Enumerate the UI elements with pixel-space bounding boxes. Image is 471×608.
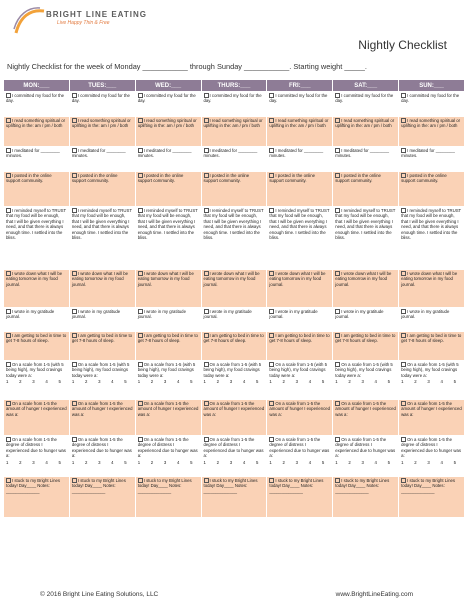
checklist-item-text: On a scale from 1-5 the degree of distress I experienced due to hunger was a: (335, 437, 396, 459)
checklist-cell[interactable] (333, 332, 399, 361)
checklist-cell[interactable] (135, 270, 201, 308)
checklist-cell[interactable] (267, 436, 333, 477)
checklist-item-text: I wrote down what I will be eating tomorrow in my food journal. (137, 271, 194, 287)
checklist-cell[interactable] (333, 147, 399, 172)
rating-option[interactable]: 5 (255, 379, 259, 385)
checklist-table (3, 79, 465, 518)
checklist-item-text: I committed my food for the day. (335, 93, 394, 104)
rating-option[interactable]: 4 (374, 379, 377, 385)
rating-option[interactable]: 2 (19, 379, 22, 385)
checklist-item-text: I wrote in my gratitude journal. (335, 309, 384, 320)
checklist-item-text: On a scale from 1-5 (with 5 being high), my food cravings today were a: (269, 362, 327, 378)
checklist-item-text: On a scale from 1-5 (with 5 being high), my food cravings today were a: (335, 362, 393, 378)
rating-option[interactable]: 1 (203, 379, 206, 385)
checklist-cell[interactable] (4, 117, 70, 147)
checklist-row (4, 172, 465, 207)
checklist-item-text: I reminded myself to TRUST that my food will be enough, that I will be given everything I need, and that there is always enough time. I settled into the bliss. (137, 208, 198, 241)
checklist-item-text: On a scale from 1-5 the amount of hunger I experienced was a: (335, 401, 396, 417)
checklist-cell[interactable] (69, 117, 135, 147)
checklist-cell[interactable] (267, 270, 333, 308)
checklist-cell[interactable] (201, 270, 267, 308)
checklist-item-text: I wrote down what I will be eating tomorrow in my food journal. (71, 271, 128, 287)
checklist-item-text: I wrote in my gratitude journal. (269, 309, 318, 320)
rating-scale (138, 379, 199, 384)
checklist-cell[interactable] (201, 361, 267, 400)
rating-option[interactable]: 1 (71, 459, 75, 465)
checklist-cell[interactable] (135, 117, 201, 147)
rating-option[interactable]: 3 (32, 379, 35, 385)
checklist-item-text: I meditated for ________ minutes. (203, 148, 258, 159)
checklist-item-text: I committed my food for the day. (269, 93, 328, 104)
checklist-cell[interactable] (267, 147, 333, 172)
checklist-item-text: I committed my food for the day. (71, 93, 130, 104)
week-line: Nightly Checklist for the week of Monday ___________ through Sunday ___________. Starting weight _____. (7, 62, 367, 71)
checklist-cell[interactable] (399, 207, 465, 270)
checklist-cell[interactable] (333, 172, 399, 207)
checklist-item-text: I wrote down what I will be eating tomorrow in my food journal. (6, 271, 63, 287)
checklist-cell[interactable] (4, 207, 70, 270)
rating-option[interactable]: 1 (71, 379, 75, 385)
checklist-cell[interactable] (267, 207, 333, 270)
rating-option[interactable]: 2 (216, 379, 220, 385)
checklist-cell[interactable] (399, 308, 465, 332)
rating-option[interactable]: 5 (321, 459, 325, 465)
page-header (0, 0, 471, 58)
checklist-row (4, 400, 465, 436)
rating-option[interactable]: 5 (453, 379, 456, 385)
checklist-cell[interactable] (399, 332, 465, 361)
rating-option[interactable]: 3 (229, 379, 233, 385)
rating-option[interactable]: 1 (401, 459, 404, 465)
rating-option[interactable]: 2 (216, 459, 220, 465)
checklist-item-text: I reminded myself to TRUST that my food will be enough, that I will be given everything I need, and that there is always enough time. I settled into the bliss. (203, 208, 264, 241)
rating-scale (6, 460, 67, 465)
checklist-item-text: I read something spiritual or uplifting in the: am / pm / both (71, 118, 131, 129)
checklist-item-text: On a scale from 1-5 (with 5 being high), my food cravings today were a: (137, 362, 196, 378)
checklist-cell[interactable] (267, 400, 333, 436)
checklist-item-text: I stuck to my Bright Lines today! Day____ Notes: ______________ (401, 478, 456, 494)
checklist-cell[interactable] (4, 332, 70, 361)
checklist-cell[interactable] (201, 332, 267, 361)
checklist-cell[interactable] (4, 436, 70, 477)
checklist-cell[interactable] (267, 117, 333, 147)
checklist-item-text: I reminded myself to TRUST that my food will be enough, that I will be given everything I need, and that there is always enough time. I settled into the bliss. (401, 208, 462, 241)
day-header: THURS:___ (201, 80, 267, 92)
rating-option[interactable]: 4 (177, 379, 180, 385)
checklist-item-text: On a scale from 1-5 the amount of hunger I experienced was a: (137, 401, 199, 417)
checklist-cell[interactable] (267, 92, 333, 117)
rating-option[interactable]: 3 (163, 379, 167, 385)
checklist-item-text: I posted in the online support community. (401, 173, 447, 184)
checklist-cell[interactable] (4, 270, 70, 308)
checklist-item-text: I stuck to my Bright Lines today! Day____ Notes: ______________ (137, 478, 192, 494)
rating-option[interactable]: 4 (45, 459, 48, 465)
checklist-cell[interactable] (399, 270, 465, 308)
rating-option[interactable]: 3 (361, 459, 364, 465)
checklist-item-text: I meditated for ________ minutes. (269, 148, 324, 159)
checklist-cell[interactable] (267, 477, 333, 518)
checklist-cell[interactable] (201, 207, 267, 270)
rating-scale (72, 379, 133, 384)
checklist-cell[interactable] (333, 361, 399, 400)
rating-option[interactable]: 2 (414, 459, 417, 465)
checklist-row (4, 477, 465, 518)
checklist-cell[interactable] (399, 477, 465, 518)
checklist-cell[interactable] (135, 207, 201, 270)
checklist-item-text: I meditated for ________ minutes. (335, 148, 389, 159)
checklist-item-text: I meditated for ________ minutes. (6, 148, 60, 159)
copyright: © 2016 Bright Line Eating Solutions, LLC (40, 591, 159, 598)
checklist-cell[interactable] (4, 172, 70, 207)
checklist-cell[interactable] (135, 92, 201, 117)
checklist-item-text: I wrote in my gratitude journal. (203, 309, 252, 320)
day-header: SUN:___ (399, 80, 465, 92)
rating-option[interactable]: 4 (242, 379, 246, 385)
checklist-item-text: I wrote in my gratitude journal. (401, 309, 450, 320)
checklist-item-text: I read something spiritual or uplifting in the: am / pm / both (137, 118, 197, 129)
checklist-item-text: I stuck to my Bright Lines today! Day____ Notes: ______________ (335, 478, 390, 494)
checklist-item-text: On a scale from 1-5 the amount of hunger I experienced was a: (269, 401, 331, 417)
rating-option[interactable]: 5 (255, 459, 259, 465)
rating-option[interactable]: 2 (282, 459, 285, 465)
rating-option[interactable]: 4 (308, 379, 312, 385)
checklist-cell[interactable] (4, 92, 70, 117)
checklist-cell[interactable] (4, 147, 70, 172)
rating-scale (269, 460, 330, 465)
checklist-cell[interactable] (201, 477, 267, 518)
checklist-cell[interactable] (201, 92, 267, 117)
rating-option[interactable]: 5 (58, 459, 61, 465)
rating-scale (138, 460, 199, 465)
checklist-item-text: I committed my food for the day. (203, 93, 262, 104)
checklist-item-text: On a scale from 1-5 the degree of distress I experienced due to hunger was a: (203, 437, 264, 459)
rating-option[interactable]: 4 (111, 379, 114, 385)
checklist-item-text: I posted in the online support community. (269, 173, 316, 184)
checklist-cell[interactable] (69, 332, 135, 361)
checklist-item-text: I stuck to my Bright Lines today! Day____ Notes: ______________ (269, 478, 324, 494)
day-header-row (4, 80, 465, 92)
checklist-item-text: I committed my food for the day. (137, 93, 196, 104)
rating-option[interactable]: 1 (137, 379, 141, 385)
checklist-item-text: On a scale from 1-5 the degree of distress I experienced due to hunger was a: (401, 437, 462, 459)
website: www.BrightLineEating.com (335, 591, 413, 598)
checklist-cell[interactable] (4, 308, 70, 332)
page-title: Nightly Checklist (358, 38, 447, 52)
rating-option[interactable]: 1 (269, 459, 272, 465)
day-header: WED:___ (135, 80, 201, 92)
checklist-item-text: I meditated for ________ minutes. (137, 148, 192, 159)
checklist-cell[interactable] (399, 400, 465, 436)
checklist-cell[interactable] (333, 270, 399, 308)
day-header: TUES:___ (69, 80, 135, 92)
checklist-cell[interactable] (69, 147, 135, 172)
checklist-cell[interactable] (333, 477, 399, 518)
checklist-item-text: I reminded myself to TRUST that my food will be enough, that I will be given everything I need, and that there is always enough time. I settled into the bliss. (6, 208, 67, 241)
checklist-cell[interactable] (399, 117, 465, 147)
checklist-cell[interactable] (201, 172, 267, 207)
checklist-cell[interactable] (333, 436, 399, 477)
rating-option[interactable]: 1 (137, 459, 141, 465)
checklist-cell[interactable] (69, 172, 135, 207)
rating-option[interactable]: 3 (295, 459, 298, 465)
checklist-cell[interactable] (69, 308, 135, 332)
rating-option[interactable]: 3 (98, 379, 101, 385)
checklist-cell[interactable] (135, 400, 201, 436)
rating-option[interactable]: 1 (203, 459, 206, 465)
checklist-item-text: I read something spiritual or uplifting in the: am / pm / both (203, 118, 263, 129)
rating-option[interactable]: 3 (32, 459, 35, 465)
rating-option[interactable]: 3 (295, 379, 298, 385)
checklist-item-text: I posted in the online support community. (6, 173, 52, 184)
checklist-item-text: I read something spiritual or uplifting in the: am / pm / both (335, 118, 395, 129)
checklist-item-text: I read something spiritual or uplifting in the: am / pm / both (6, 118, 66, 129)
checklist-item-text: On a scale from 1-5 the degree of distress I experienced due to hunger was a: (71, 437, 132, 459)
checklist-cell[interactable] (69, 92, 135, 117)
checklist-item-text: On a scale from 1-5 (with 5 being high), my food cravings today were a: (71, 362, 130, 378)
rating-option[interactable]: 2 (348, 379, 351, 385)
checklist-item-text: I wrote down what I will be eating tomorrow in my food journal. (401, 271, 458, 287)
checklist-item-text: I posted in the online support community. (137, 173, 184, 184)
checklist-cell[interactable] (333, 207, 399, 270)
rating-option[interactable]: 2 (282, 379, 285, 385)
checklist-item-text: On a scale from 1-5 the amount of hunger I experienced was a: (6, 401, 67, 417)
rating-option[interactable]: 5 (321, 379, 325, 385)
checklist-item-text: On a scale from 1-5 the amount of hunger I experienced was a: (71, 401, 133, 417)
checklist-item-text: I am getting to bed in time to get 7-8 hours of sleep. (335, 333, 396, 344)
checklist-item-text: I am getting to bed in time to get 7-8 hours of sleep. (71, 333, 133, 344)
rating-option[interactable]: 4 (308, 459, 312, 465)
checklist-row (4, 92, 465, 117)
rating-scale (204, 379, 265, 384)
checklist-cell[interactable] (135, 361, 201, 400)
rating-option[interactable]: 1 (6, 379, 9, 385)
rating-scale (204, 460, 265, 465)
checklist-item-text: I am getting to bed in time to get 7-8 hours of sleep. (401, 333, 462, 344)
checklist-item-text: I read something spiritual or uplifting in the: am / pm / both (401, 118, 461, 129)
rating-option[interactable]: 5 (387, 379, 391, 385)
rating-scale (401, 379, 462, 384)
rating-option[interactable]: 3 (229, 459, 233, 465)
checklist-cell[interactable] (69, 400, 135, 436)
checklist-item-text: I wrote down what I will be eating tomorrow in my food journal. (335, 271, 392, 287)
checklist-cell[interactable] (201, 308, 267, 332)
rating-option[interactable]: 1 (401, 379, 404, 385)
checklist-item-text: I wrote in my gratitude journal. (71, 309, 121, 320)
rating-option[interactable]: 1 (6, 459, 9, 465)
checklist-item-text: I wrote in my gratitude journal. (6, 309, 55, 320)
day-header: MON:___ (4, 80, 70, 92)
checklist-row (4, 361, 465, 400)
checklist-item-text: I wrote in my gratitude journal. (137, 309, 186, 320)
checklist-cell[interactable] (4, 477, 70, 518)
checklist-item-text: On a scale from 1-5 the degree of distress I experienced due to hunger was a: (269, 437, 330, 459)
checklist-item-text: I read something spiritual or uplifting in the: am / pm / both (269, 118, 329, 129)
rating-option[interactable]: 1 (269, 379, 272, 385)
checklist-item-text: I reminded myself to TRUST that my food will be enough, that I will be given everything I need, and that there is always enough time. I settled into the bliss. (71, 208, 132, 241)
rating-option[interactable]: 5 (453, 459, 456, 465)
checklist-cell[interactable] (135, 172, 201, 207)
checklist-cell[interactable] (69, 477, 135, 518)
rating-option[interactable]: 5 (190, 459, 193, 465)
rating-option[interactable]: 5 (190, 379, 193, 385)
checklist-cell[interactable] (201, 117, 267, 147)
checklist-cell[interactable] (69, 436, 135, 477)
checklist-cell[interactable] (201, 147, 267, 172)
checklist-item-text: On a scale from 1-5 the degree of distress I experienced due to hunger was a: (6, 437, 66, 459)
rating-scale (6, 379, 67, 384)
checklist-item-text: I stuck to my Bright Lines today! Day____ Notes: ______________ (6, 478, 61, 494)
rating-option[interactable]: 4 (177, 459, 180, 465)
checklist-cell[interactable] (135, 147, 201, 172)
rating-option[interactable]: 3 (427, 459, 430, 465)
checklist-item-text: I reminded myself to TRUST that my food will be enough, that I will be given everything I need, and that there is always enough time. I settled into the bliss. (269, 208, 330, 241)
rating-option[interactable]: 2 (84, 459, 88, 465)
checklist-row (4, 308, 465, 332)
checklist-item-text: On a scale from 1-5 (with 5 being high), my food cravings today were a: (203, 362, 262, 378)
rating-option[interactable]: 2 (19, 459, 22, 465)
checklist-cell[interactable] (135, 477, 201, 518)
checklist-cell[interactable] (399, 436, 465, 477)
checklist-item-text: On a scale from 1-5 the amount of hunger I experienced was a: (401, 401, 462, 417)
rating-option[interactable]: 1 (335, 379, 338, 385)
checklist-cell[interactable] (69, 270, 135, 308)
checklist-cell[interactable] (333, 308, 399, 332)
day-header: FRI:___ (267, 80, 333, 92)
rating-option[interactable]: 5 (58, 379, 61, 385)
checklist-item-text: I wrote down what I will be eating tomorrow in my food journal. (269, 271, 326, 287)
checklist-row (4, 207, 465, 270)
checklist-cell[interactable] (333, 400, 399, 436)
rating-option[interactable]: 4 (45, 379, 48, 385)
checklist-item-text: On a scale from 1-5 (with 5 being high), my food cravings today were a: (6, 362, 64, 378)
checklist-row (4, 117, 465, 147)
rating-option[interactable]: 4 (440, 379, 443, 385)
rating-scale (335, 379, 396, 384)
rating-option[interactable]: 4 (111, 459, 114, 465)
checklist-item-text: I committed my food for the day. (6, 93, 65, 104)
checklist-cell[interactable] (267, 308, 333, 332)
rating-option[interactable]: 2 (150, 459, 154, 465)
checklist-row (4, 332, 465, 361)
checklist-item-text: On a scale from 1-5 the degree of distress I experienced due to hunger was a: (137, 437, 198, 459)
checklist-cell[interactable] (399, 172, 465, 207)
rating-option[interactable]: 2 (84, 379, 88, 385)
checklist-item-text: I reminded myself to TRUST that my food will be enough, that I will be given everything I need, and that there is always enough time. I settled into the bliss. (335, 208, 396, 241)
rating-option[interactable]: 2 (414, 379, 417, 385)
checklist-item-text: I wrote down what I will be eating tomorrow in my food journal. (203, 271, 260, 287)
rating-option[interactable]: 5 (124, 379, 127, 385)
brand-tagline: Live Happy Thin & Free (57, 20, 110, 26)
brand-logo-swoosh-icon (10, 7, 46, 37)
checklist-row (4, 270, 465, 308)
checklist-cell[interactable] (333, 117, 399, 147)
checklist-item-text: I posted in the online support community. (71, 173, 118, 184)
rating-option[interactable]: 4 (242, 459, 246, 465)
checklist-item-text: I meditated for ________ minutes. (401, 148, 455, 159)
checklist-cell[interactable] (201, 400, 267, 436)
checklist-cell[interactable] (135, 308, 201, 332)
rating-scale (72, 460, 133, 465)
checklist-cell[interactable] (135, 332, 201, 361)
checklist-cell[interactable] (4, 400, 70, 436)
checklist-item-text: I am getting to bed in time to get 7-8 hours of sleep. (6, 333, 67, 344)
checklist-cell[interactable] (69, 361, 135, 400)
checklist-cell[interactable] (333, 92, 399, 117)
checklist-cell[interactable] (69, 207, 135, 270)
checklist-cell[interactable] (399, 147, 465, 172)
checklist-item-text: I meditated for ________ minutes. (71, 148, 126, 159)
rating-option[interactable]: 4 (374, 459, 377, 465)
rating-scale (335, 460, 396, 465)
checklist-item-text: I posted in the online support community. (203, 173, 250, 184)
rating-option[interactable]: 3 (98, 459, 101, 465)
checklist-cell[interactable] (399, 361, 465, 400)
checklist-item-text: I stuck to my Bright Lines today! Day____ Notes: ______________ (71, 478, 126, 494)
checklist-item-text: I am getting to bed in time to get 7-8 hours of sleep. (137, 333, 198, 344)
rating-option[interactable]: 2 (150, 379, 154, 385)
checklist-item-text: I stuck to my Bright Lines today! Day____ Notes: ______________ (203, 478, 258, 494)
checklist-item-text: I committed my food for the day. (401, 93, 460, 104)
checklist-cell[interactable] (399, 92, 465, 117)
checklist-cell[interactable] (267, 172, 333, 207)
checklist-row (4, 147, 465, 172)
checklist-item-text: On a scale from 1-5 (with 5 being high), my food cravings today were a: (401, 362, 459, 378)
checklist-cell[interactable] (267, 361, 333, 400)
rating-option[interactable]: 3 (163, 459, 167, 465)
rating-option[interactable]: 2 (348, 459, 351, 465)
checklist-cell[interactable] (201, 436, 267, 477)
day-header: SAT:___ (333, 80, 399, 92)
rating-option[interactable]: 5 (124, 459, 127, 465)
rating-scale (269, 379, 330, 384)
checklist-item-text: I am getting to bed in time to get 7-8 hours of sleep. (203, 333, 264, 344)
rating-scale (401, 460, 462, 465)
checklist-cell[interactable] (135, 436, 201, 477)
checklist-row (4, 436, 465, 477)
checklist-cell[interactable] (267, 332, 333, 361)
rating-option[interactable]: 5 (387, 459, 391, 465)
brand-name: BRIGHT LINE EATING (46, 10, 147, 19)
rating-option[interactable]: 3 (361, 379, 364, 385)
rating-option[interactable]: 1 (335, 459, 338, 465)
rating-option[interactable]: 4 (440, 459, 443, 465)
checklist-item-text: I posted in the online support community. (335, 173, 381, 184)
checklist-item-text: I am getting to bed in time to get 7-8 hours of sleep. (269, 333, 330, 344)
rating-option[interactable]: 3 (427, 379, 430, 385)
checklist-cell[interactable] (4, 361, 70, 400)
checklist-item-text: On a scale from 1-5 the amount of hunger I experienced was a: (203, 401, 265, 417)
